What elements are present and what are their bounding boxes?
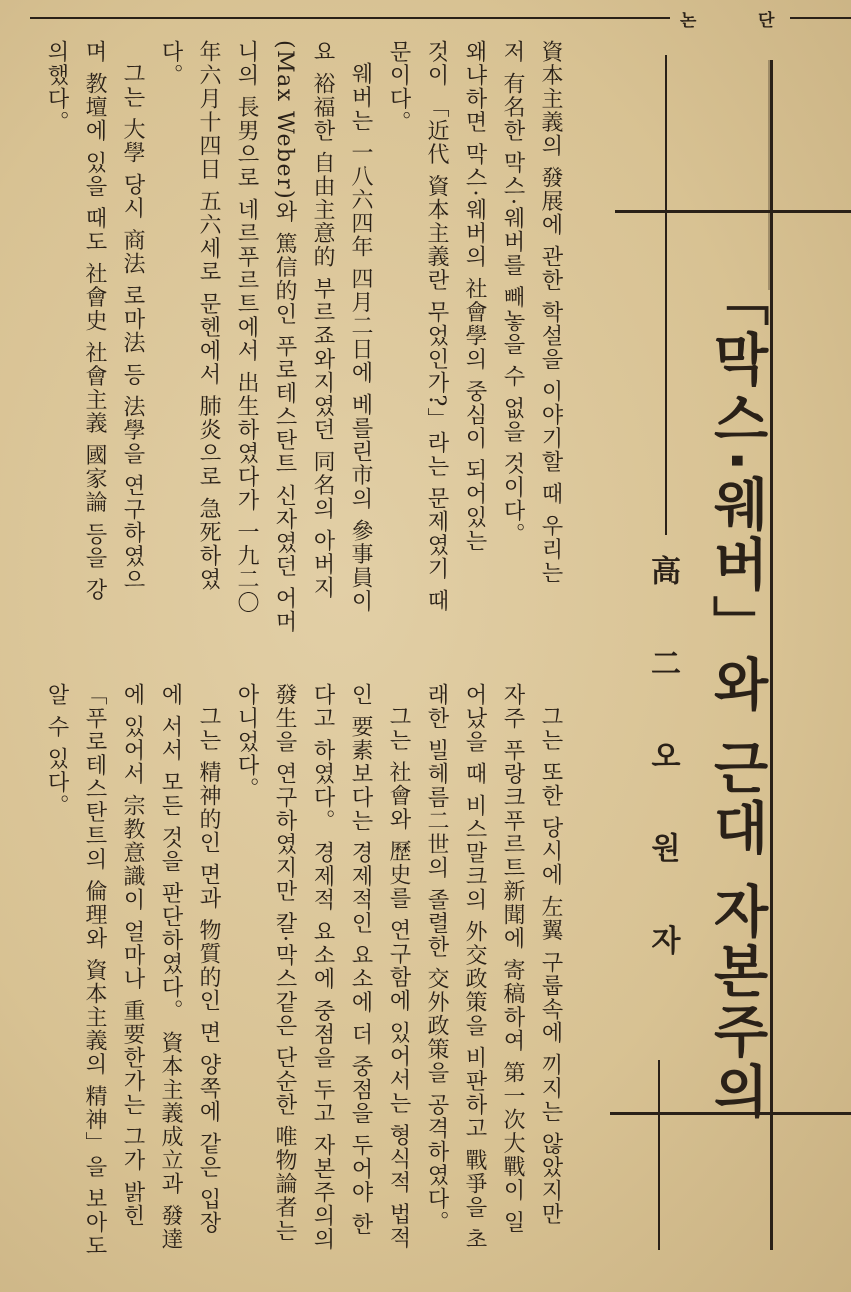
upper-line-2: 저 有名한 막스·웨버를 빼놓을 수 없을 것이다。 [500,40,525,546]
lower-line-3: 어났을 때 비스말크의 外交政策을 비판하고 戰爭을 초 [462,683,487,1251]
section-mark-right: 단 [758,11,775,31]
title-frame-top-horizontal [615,210,851,213]
upper-line-8: (Max Weber)와 篤信的인 푸로테스탄트 신자였던 어머 [272,40,297,634]
title-frame-right-vertical-top [768,60,771,290]
upper-line-6: 웨버는 一八六四年 四月二日에 베를린市의 參事員이 [348,62,373,613]
upper-line-11: 다。 [158,40,183,87]
upper-line-4: 것이 「近代 資本主義란 무었인가?」라는 문제였기 때 [424,40,449,613]
lower-line-4: 래한 빌헤름二世의 졸렬한 交外政策을 공격하였다。 [424,683,449,1234]
upper-line-9: 니의 長男으로 네르푸르트에서 出生하였다가 一九二〇 [234,40,259,615]
upper-line-5: 문이다。 [386,40,411,134]
lower-line-9: 아니었다。 [234,683,259,801]
header-rule [30,17,670,19]
lower-line-13: 「푸로테스탄트의 倫理와 資本主義의 精神」을 보아도 [82,683,107,1258]
section-mark-left: 논 [680,11,697,31]
title-frame-left-vertical-top [665,55,667,535]
header-rule-right [790,17,851,19]
article-title: 「막스·웨버」와 근대 자본주의 [704,270,769,1123]
upper-line-3: 왜냐하면 막스·웨버의 社會學의 중심이 되어있는 [462,40,487,553]
lower-line-2: 자주 푸랑크푸르트新聞에 寄稿하여 第一次大戰이 일 [500,683,525,1234]
upper-line-7: 요 裕福한 自由主意的 부르죠와지였던 同名의 아버지 [310,40,335,600]
title-frame-left-vertical-bottom [658,1060,660,1250]
lower-line-12: 에 있어서 宗教意識이 얼마나 重要한가는 그가 밝힌 [120,683,145,1228]
lower-line-1: 그는 또한 당시에 左翼 구룹속에 끼지는 않았지만 [538,705,563,1226]
lower-line-11: 에 서서 모든 것을 판단하였다。 資本主義成立과 發達 [158,683,183,1251]
article-author: 高 二 오 원 자 [645,555,680,981]
lower-line-5: 그는 社會와 歷史를 연구함에 있어서는 형식적 법적 [386,705,411,1250]
upper-line-1: 資本主義의 發展에 관한 학설을 이야기할 때 우리는 [538,40,563,585]
lower-line-6: 인 要素보다는 경제적인 요소에 더 중점을 두어야 한 [348,683,373,1236]
lower-line-14: 알 수 있다。 [44,683,69,818]
lower-line-10: 그는 精神的인 면과 物質的인 면 양쪽에 같은 입장 [196,705,221,1235]
upper-line-10: 年六月十四日 五六세로 문헨에서 肺炎으로 急死하였 [196,40,221,591]
lower-line-8: 發生을 연구하였지만 칼·막스같은 단순한 唯物論者는 [272,683,297,1243]
lower-line-7: 다고 하였다。 경제적 요소에 중점을 두고 자본주의의 [310,683,335,1251]
upper-line-12: 그는 大學 당시 商法 로마法 등 法學을 연구하였으 [120,62,145,592]
upper-line-13: 며 教壇에 있을 때도 社會史 社會主義 國家論 등을 강 [82,40,107,602]
upper-line-14: 의했다。 [44,40,69,134]
